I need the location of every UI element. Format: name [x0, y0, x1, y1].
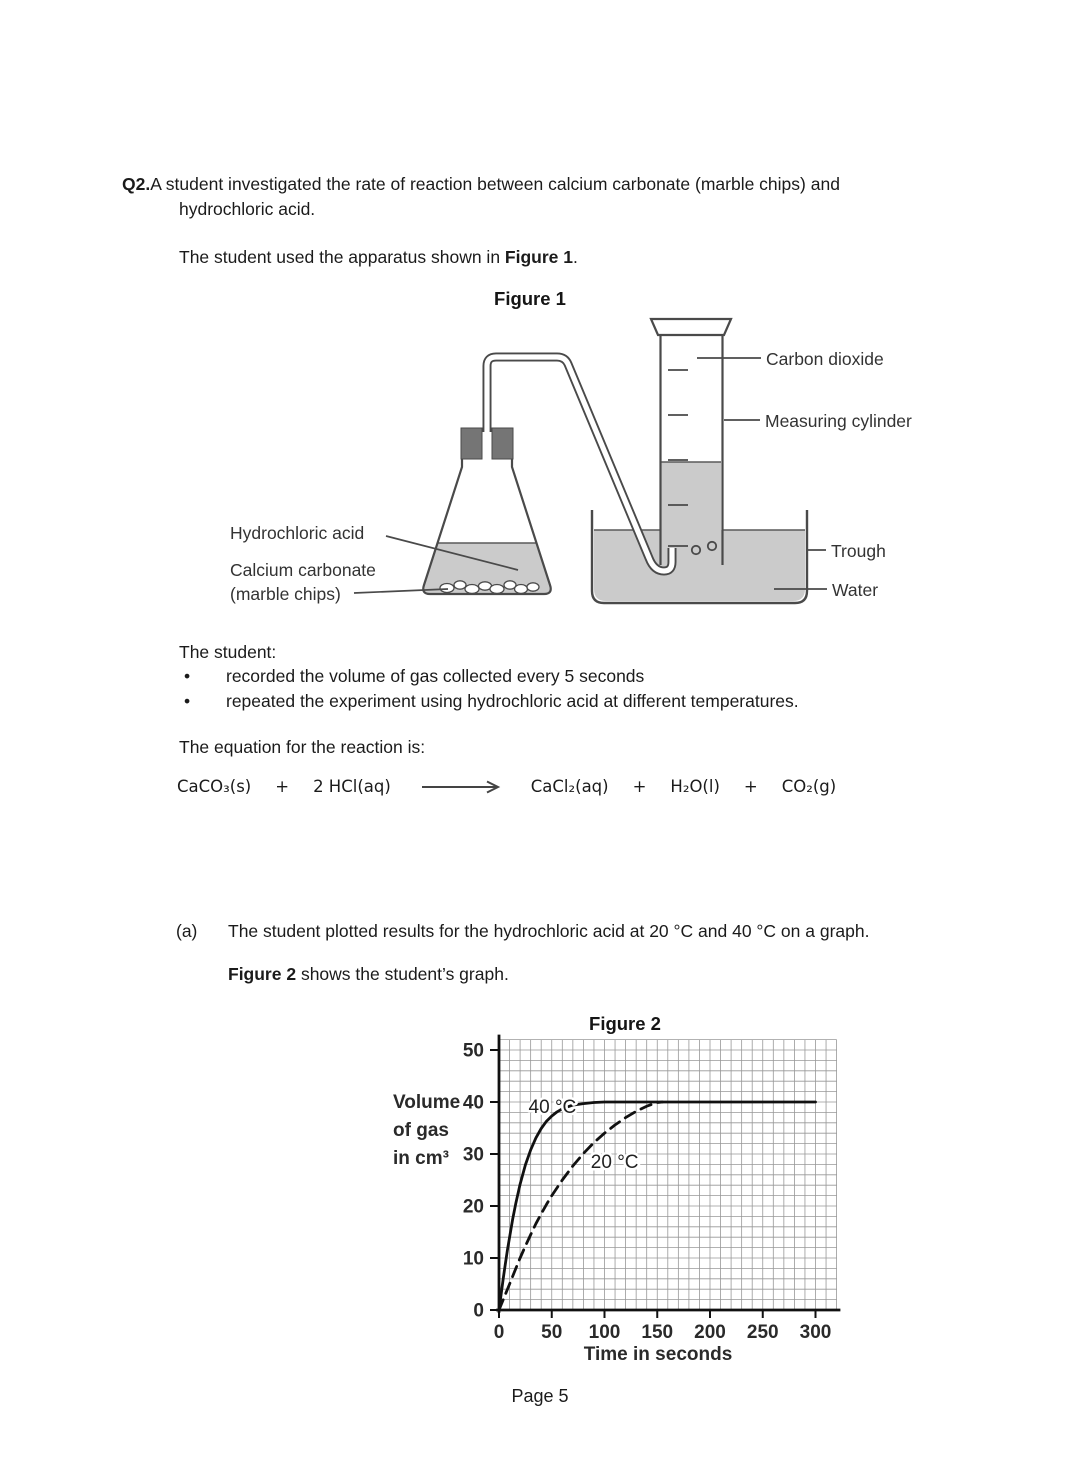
y-tick-label: 30 — [462, 1144, 484, 1166]
equation-reactant-caco3: CaCO₃(s) — [177, 777, 252, 796]
curve-label-20°C: 20 °C — [590, 1152, 639, 1174]
label-carbon-dioxide: Carbon dioxide — [766, 349, 884, 369]
reaction-arrow-icon — [421, 780, 501, 794]
y-axis-title-line1: Volume — [393, 1092, 461, 1113]
axis-ticks — [490, 1050, 816, 1318]
equation-plus: + — [275, 777, 290, 796]
y-axis-title-line3: in cm³ — [393, 1148, 449, 1169]
figure1-svg — [200, 288, 940, 623]
label-calcium-carbonate: Calcium carbonate — [230, 560, 376, 580]
y-tick-label: 40 — [462, 1092, 484, 1114]
list-item — [184, 689, 984, 714]
x-tick-label: 100 — [588, 1322, 621, 1343]
y-tick-label: 10 — [462, 1248, 484, 1270]
figure2-reference: Figure 2 — [228, 964, 297, 984]
equation-plus: + — [743, 777, 758, 796]
question-line2: hydrochloric acid. — [179, 199, 316, 219]
figure1-title: Figure 1 — [494, 288, 566, 309]
gas-bubble — [708, 542, 716, 550]
question-text: A student investigated the rate of reaction between calcium carbonate (marble chips) and — [150, 174, 840, 194]
cylinder-gas-region — [661, 334, 721, 462]
chemical-equation — [177, 774, 836, 799]
x-tick-label: 300 — [799, 1322, 832, 1343]
bullet-text: recorded the volume of gas collected every 5 seconds — [226, 666, 645, 686]
bung-left-half — [461, 428, 482, 459]
bullet-icon: • — [184, 666, 191, 686]
figure2-svg — [373, 1012, 873, 1372]
question-number: Q2. — [122, 174, 151, 194]
part-a-text: The student plotted results for the hydrochloric acid at 20 °C and 40 °C on a graph. — [228, 921, 870, 941]
label-measuring-cylinder: Measuring cylinder — [765, 411, 912, 431]
x-tick-label: 200 — [694, 1322, 726, 1343]
marble-chip — [465, 585, 479, 594]
question-line1 — [122, 172, 952, 197]
label-hydrochloric-acid: Hydrochloric acid — [230, 523, 365, 543]
x-tick-label: 0 — [493, 1322, 505, 1343]
equation-intro: The equation for the reaction is: — [179, 737, 426, 757]
figure2-sentence-suffix: shows the student’s graph. — [296, 964, 509, 984]
bung-right-half — [492, 428, 513, 459]
question-q2 — [122, 172, 952, 222]
label-marble-chips: (marble chips) — [230, 584, 341, 604]
equation-reactant-hcl: 2 HCl(aq) — [313, 777, 391, 796]
bullet-icon: • — [184, 691, 191, 711]
marble-chip — [454, 581, 466, 589]
label-trough: Trough — [831, 541, 886, 561]
marble-chip — [490, 585, 504, 594]
student-section-intro: The student: — [179, 642, 277, 662]
equation-product-cacl2: CaCl₂(aq) — [530, 777, 609, 796]
y-tick-label: 20 — [462, 1196, 484, 1218]
page-number: Page 5 — [511, 1386, 569, 1406]
y-tick-label: 0 — [473, 1300, 484, 1322]
marble-chip — [515, 585, 528, 594]
equation-product-h2o: H₂O(l) — [670, 777, 720, 796]
grid-lines — [499, 1040, 837, 1310]
label-water: Water — [832, 580, 879, 600]
x-tick-label: 150 — [641, 1322, 674, 1343]
curve-label-40°C: 40 °C — [528, 1096, 577, 1118]
figure2-title: Figure 2 — [589, 1013, 661, 1034]
figure2-graph — [373, 1012, 873, 1372]
figure1-apparatus-diagram — [200, 288, 940, 623]
equation-plus: + — [632, 777, 647, 796]
y-axis-title-line2: of gas — [393, 1120, 449, 1141]
cylinder-base-flare — [651, 319, 731, 335]
bullet-text: repeated the experiment using hydrochloric acid at different temperatures. — [226, 691, 799, 711]
apparatus-sentence-suffix: . — [573, 247, 578, 267]
marble-chip — [527, 583, 539, 591]
gas-bubble — [692, 546, 700, 554]
figure2-sentence — [228, 962, 928, 987]
bullet-list — [184, 664, 984, 714]
x-tick-label: 50 — [541, 1322, 563, 1343]
apparatus-sentence — [179, 245, 939, 270]
y-tick-label: 50 — [462, 1040, 484, 1062]
apparatus-sentence-prefix: The student used the apparatus shown in — [179, 247, 505, 267]
part-a-label: (a) — [176, 921, 198, 941]
marble-chip — [440, 584, 454, 593]
x-tick-label: 250 — [746, 1322, 779, 1343]
figure1-reference: Figure 1 — [504, 247, 573, 267]
x-axis-title: Time in seconds — [583, 1344, 733, 1365]
list-item — [184, 664, 984, 689]
part-a — [176, 919, 976, 944]
equation-product-co2: CO₂(g) — [781, 777, 837, 796]
